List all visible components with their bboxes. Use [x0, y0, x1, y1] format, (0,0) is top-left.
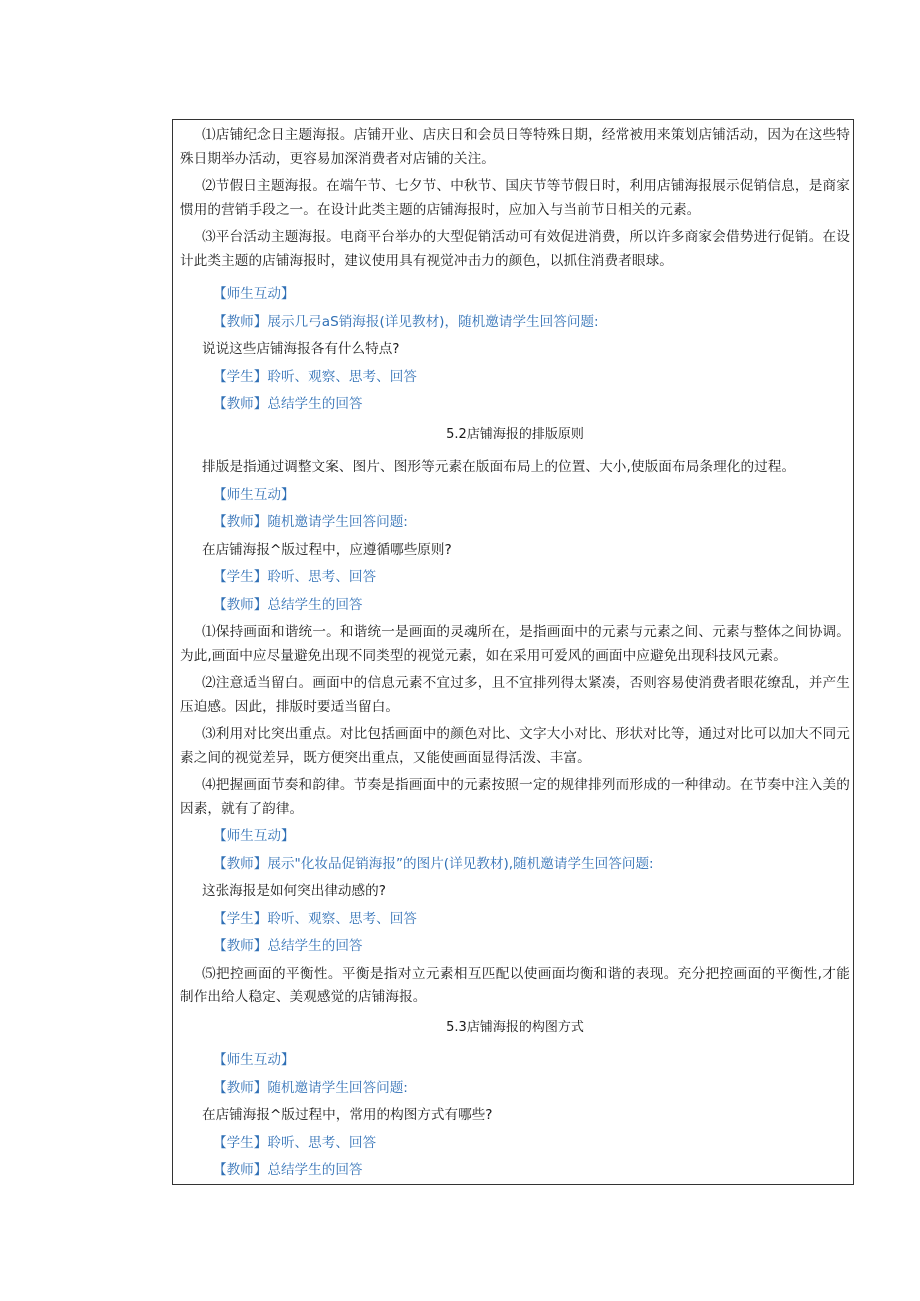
discussion-question: 这张海报是如何突出律动感的?	[202, 883, 386, 899]
layout-definition: 排版是指通过调整文案、图片、图形等元素在版面布局上的位置、大小,使版面布局条理化的过程。	[202, 459, 796, 475]
principle-5: ⑸把控画面的平衡性。平衡是指对立元素相互匹配以使画面均衡和谐的表现。充分把控画面的平衡性,才能制作出给人稳定、美观感觉的店铺海报。	[180, 965, 850, 1005]
student-activity: 【学生】聆听、思考、回答	[213, 1134, 377, 1151]
interaction-label: 【师生互动】	[213, 828, 295, 844]
teacher-summary: 【教师】总结学生的回答	[213, 396, 363, 412]
intro-item-3: ⑶平台活动主题海报。电商平台举办的大型促销活动可有效促进消费，所以许多商家会借势进行促销。在设计此类主题的店铺海报时，建议使用具有视觉冲击力的颜色，以抓住消费者眼球。	[180, 229, 850, 269]
student-activity: 【学生】聆听、观察、思考、回答	[213, 910, 417, 927]
discussion-question: 在店铺海报^版过程中，应遵循哪些原则?	[202, 541, 452, 558]
principle-2: ⑵注意适当留白。画面中的信息元素不宜过多，且不宜排列得太紧凑，否则容易使消费者眼花缭乱，并产生压迫感。因此，排版时要适当留白。	[180, 675, 850, 715]
interaction-label: 【师生互动】	[213, 1052, 295, 1068]
teacher-summary: 【教师】总结学生的回答	[213, 938, 363, 954]
student-activity: 【学生】聆听、思考、回答	[213, 569, 377, 585]
discussion-question: 说说这些店铺海报各有什么特点?	[202, 341, 400, 357]
teacher-prompt: 【教师】展示几弓aS销海报(详见教材)，随机邀请学生回答问题:	[213, 313, 599, 330]
student-activity: 【学生】聆听、观察、思考、回答	[213, 368, 417, 385]
principle-1: ⑴保持画面和谐统一。和谐统一是画面的灵魂所在，是指画面中的元素与元素之间、元素与整体之间协调。为此,画面中应尽量避免出现不同类型的视觉元素，如在采用可爱风的画面中应避免出现科技风元素。	[180, 624, 850, 664]
interaction-label: 【师生互动】	[213, 486, 295, 503]
intro-item-2: ⑵节假日主题海报。在端午节、七夕节、中秋节、国庆节等节假日时，利用店铺海报展示促销信息，是商家惯用的营销手段之一。在设计此类主题的店铺海报时，应加入与当前节日相关的元素。	[180, 178, 850, 218]
document-body	[180, 124, 850, 1187]
teacher-summary: 【教师】总结学生的回答	[213, 1162, 363, 1178]
discussion-question: 在店铺海报^版过程中，常用的构图方式有哪些?	[202, 1107, 493, 1123]
section-heading-5-3: 5.3店铺海报的构图方式	[446, 1019, 584, 1035]
teacher-prompt: 【教师】随机邀请学生回答问题:	[213, 1079, 408, 1096]
section-heading-5-2: 5.2店铺海报的排版原则	[446, 426, 584, 442]
intro-item-1: ⑴店铺纪念日主题海报。店铺开业、店庆日和会员日等特殊日期，经常被用来策划店铺活动，因为在这些特殊日期举办活动，更容易加深消费者对店铺的关注。	[180, 127, 850, 167]
principle-3: ⑶利用对比突出重点。对比包括画面中的颜色对比、文字大小对比、形状对比等，通过对比可以加大不同元素之间的视觉差异，既方便突出重点，又能使画面显得活泼、丰富。	[180, 726, 850, 766]
teacher-prompt: 【教师】展示"化妆品促销海报”的图片(详见教材),随机邀请学生回答问题:	[213, 855, 654, 872]
principle-4: ⑷把握画面节奏和韵律。节奏是指画面中的元素按照一定的规律排列而形成的一种律动。在节奏中注入美的因素，就有了韵律。	[180, 777, 850, 817]
interaction-label: 【师生互动】	[213, 286, 295, 302]
teacher-summary: 【教师】总结学生的回答	[213, 596, 363, 613]
teacher-prompt: 【教师】随机邀请学生回答问题:	[213, 514, 408, 530]
